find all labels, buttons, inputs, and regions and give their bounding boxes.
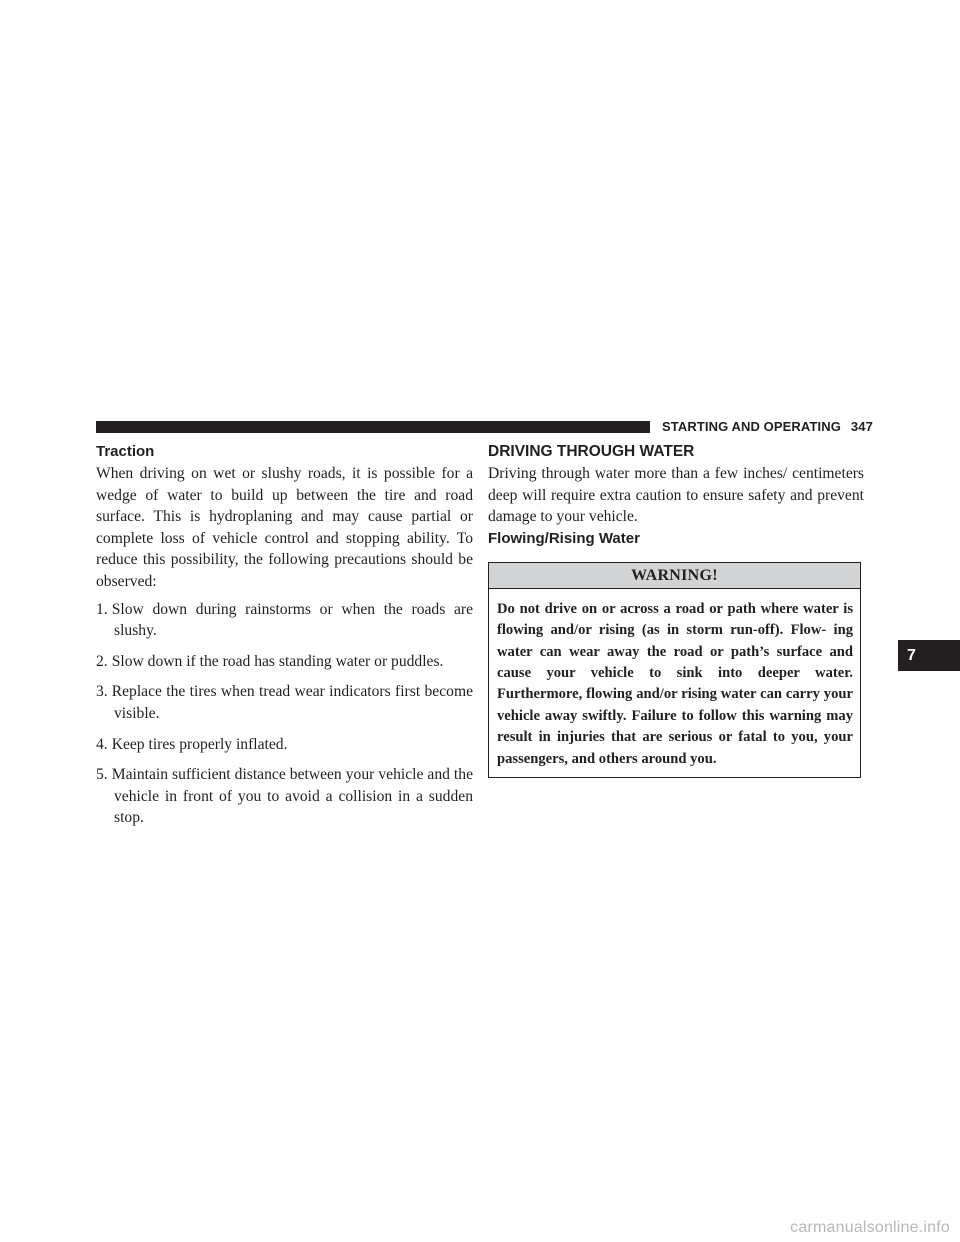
precautions-list — [96, 599, 473, 829]
right-column — [488, 441, 864, 778]
running-header — [662, 419, 873, 435]
chapter-tab: 7 — [898, 640, 960, 671]
warning-title: WARNING! — [489, 563, 860, 589]
flowing-water-heading: Flowing/Rising Water — [488, 529, 640, 547]
traction-heading: Traction — [96, 443, 155, 460]
list-item-number: 4. — [96, 735, 108, 753]
list-item — [96, 651, 473, 673]
watermark: carmanualsonline.info — [790, 1219, 950, 1236]
list-item-text: Slow down during rainstorms or when the roads are slushy. — [111, 600, 473, 640]
list-item-number: 1. — [96, 600, 108, 618]
warning-text: Do not drive on or across a road or path where water is flowing and/or rising (as in storm run-off). Flow- ing water can wear away the road or path’s surface and cause your vehicle to sink into deeper water. Furthermore, flowing and/or rising water can carry your vehicle away swiftly. Failure to follow this warning may result in injuries that are serious or fatal to you, your passengers, and others around you. — [497, 600, 853, 767]
list-item-number: 3. — [96, 683, 108, 701]
list-item-text: Slow down if the road has standing water or puddles. — [111, 652, 444, 670]
page-number: 347 — [850, 419, 873, 434]
warning-box — [488, 562, 861, 778]
header-rule — [96, 421, 650, 433]
list-item-number: 5. — [96, 766, 108, 784]
list-item-text: Replace the tires when tread wear indicators first become visible. — [111, 683, 473, 722]
list-item-text: Maintain sufficient distance between your vehicle and the vehicle in front of you to avoid a collision in a sudden stop. — [111, 766, 473, 827]
list-item — [96, 681, 473, 724]
section-heading: DRIVING THROUGH WATER — [488, 443, 695, 460]
list-item-number: 2. — [96, 652, 108, 670]
list-item — [96, 764, 473, 829]
list-item-text: Keep tires properly inflated. — [111, 735, 288, 753]
left-column — [96, 441, 473, 838]
header-section-title: STARTING AND OPERATING — [662, 419, 841, 434]
traction-paragraph: When driving on wet or slushy roads, it is possible for a wedge of water to build up between the tire and road surface. This is hydroplaning and may cause partial or complete loss of vehicle control and stopping ability. To reduce this possibility, the following precautions should be observed: — [96, 465, 473, 590]
water-paragraph: Driving through water more than a few inches/ centimeters deep will require extra caution to ensure safety and prevent damage to your vehicle. — [488, 465, 864, 526]
list-item — [96, 599, 473, 642]
list-item — [96, 734, 473, 756]
